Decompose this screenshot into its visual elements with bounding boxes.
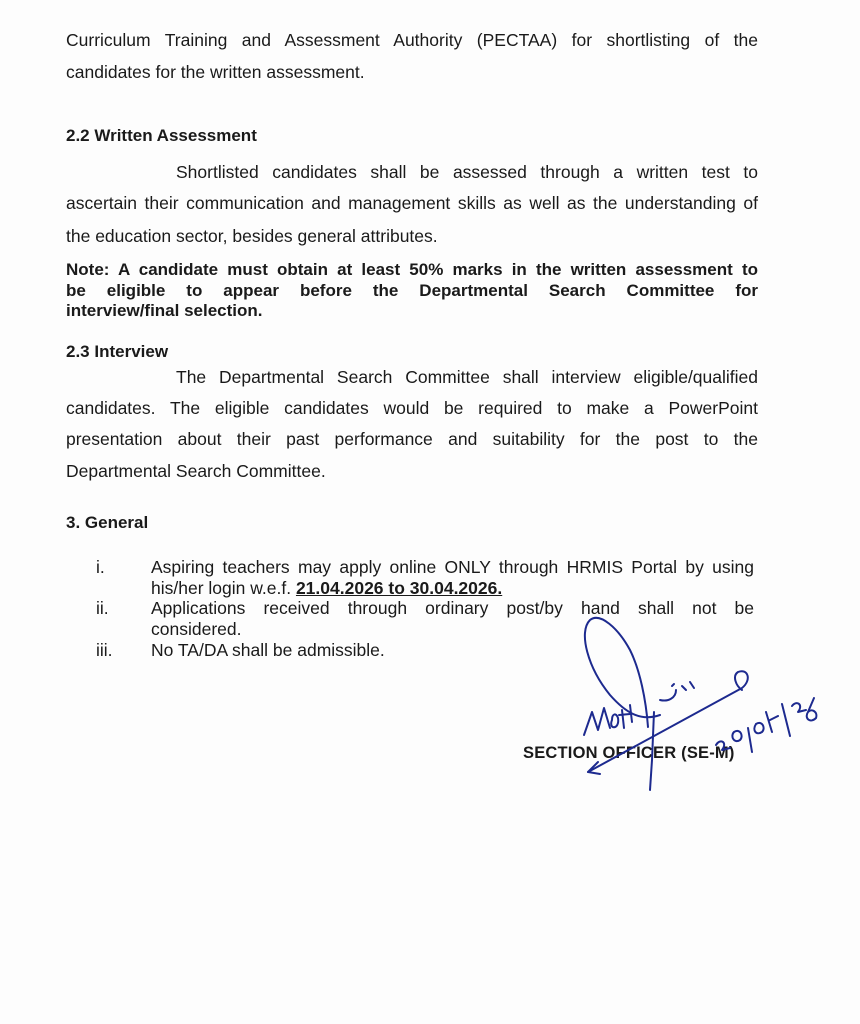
interview-line-3: presentation about their past performance and suitability for the post to the (66, 429, 758, 449)
list-number: iii. (96, 640, 113, 660)
note-line-3: interview/final selection. (66, 301, 263, 320)
signature-vertical-stroke (650, 712, 654, 790)
signature-urdu-stroke (660, 682, 694, 701)
interview-text: The Departmental Search Committee shall interview eligible/qualified (176, 367, 758, 387)
list-text-line-1: No TA/DA shall be admissible. (151, 640, 385, 660)
note-line-1: Note: A candidate must obtain at least 50% marks in the written assessment to (66, 260, 758, 279)
list-text-line-2: considered. (151, 619, 242, 639)
note-line-2: be eligible to appear before the Departmental Search Committee for (66, 281, 758, 300)
written-assessment-line-3: the education sector, besides general attributes. (66, 226, 438, 246)
list-text-line-1: Applications received through ordinary post/by hand shall not be (151, 598, 754, 618)
intro-line-2: candidates for the written assessment. (66, 62, 365, 82)
section-heading-general: 3. General (66, 513, 149, 532)
signatory-title: SECTION OFFICER (SE-M) (523, 744, 735, 762)
list-number: i. (96, 557, 105, 577)
list-text-prefix: his/her login w.e.f. (151, 578, 296, 598)
interview-line-2: candidates. The eligible candidates would be required to make a PowerPoint (66, 398, 758, 418)
interview-line-4: Departmental Search Committee. (66, 461, 326, 481)
handwritten-date-stroke (716, 698, 816, 752)
section-heading-written-assessment: 2.2 Written Assessment (66, 126, 257, 145)
section-heading-interview: 2.3 Interview (66, 342, 169, 361)
list-number: ii. (96, 598, 109, 618)
intro-line-1: Curriculum Training and Assessment Authority (PECTAA) for shortlisting of the (66, 30, 758, 50)
written-assessment-line-2: ascertain their communication and management skills as well as the understanding of (66, 193, 758, 213)
written-assessment-text: Shortlisted candidates shall be assessed through a written test to (176, 162, 758, 182)
application-dates: 21.04.2026 to 30.04.2026. (295, 578, 503, 598)
list-text-line-1: Aspiring teachers may apply online ONLY through HRMIS Portal by using (151, 557, 754, 577)
